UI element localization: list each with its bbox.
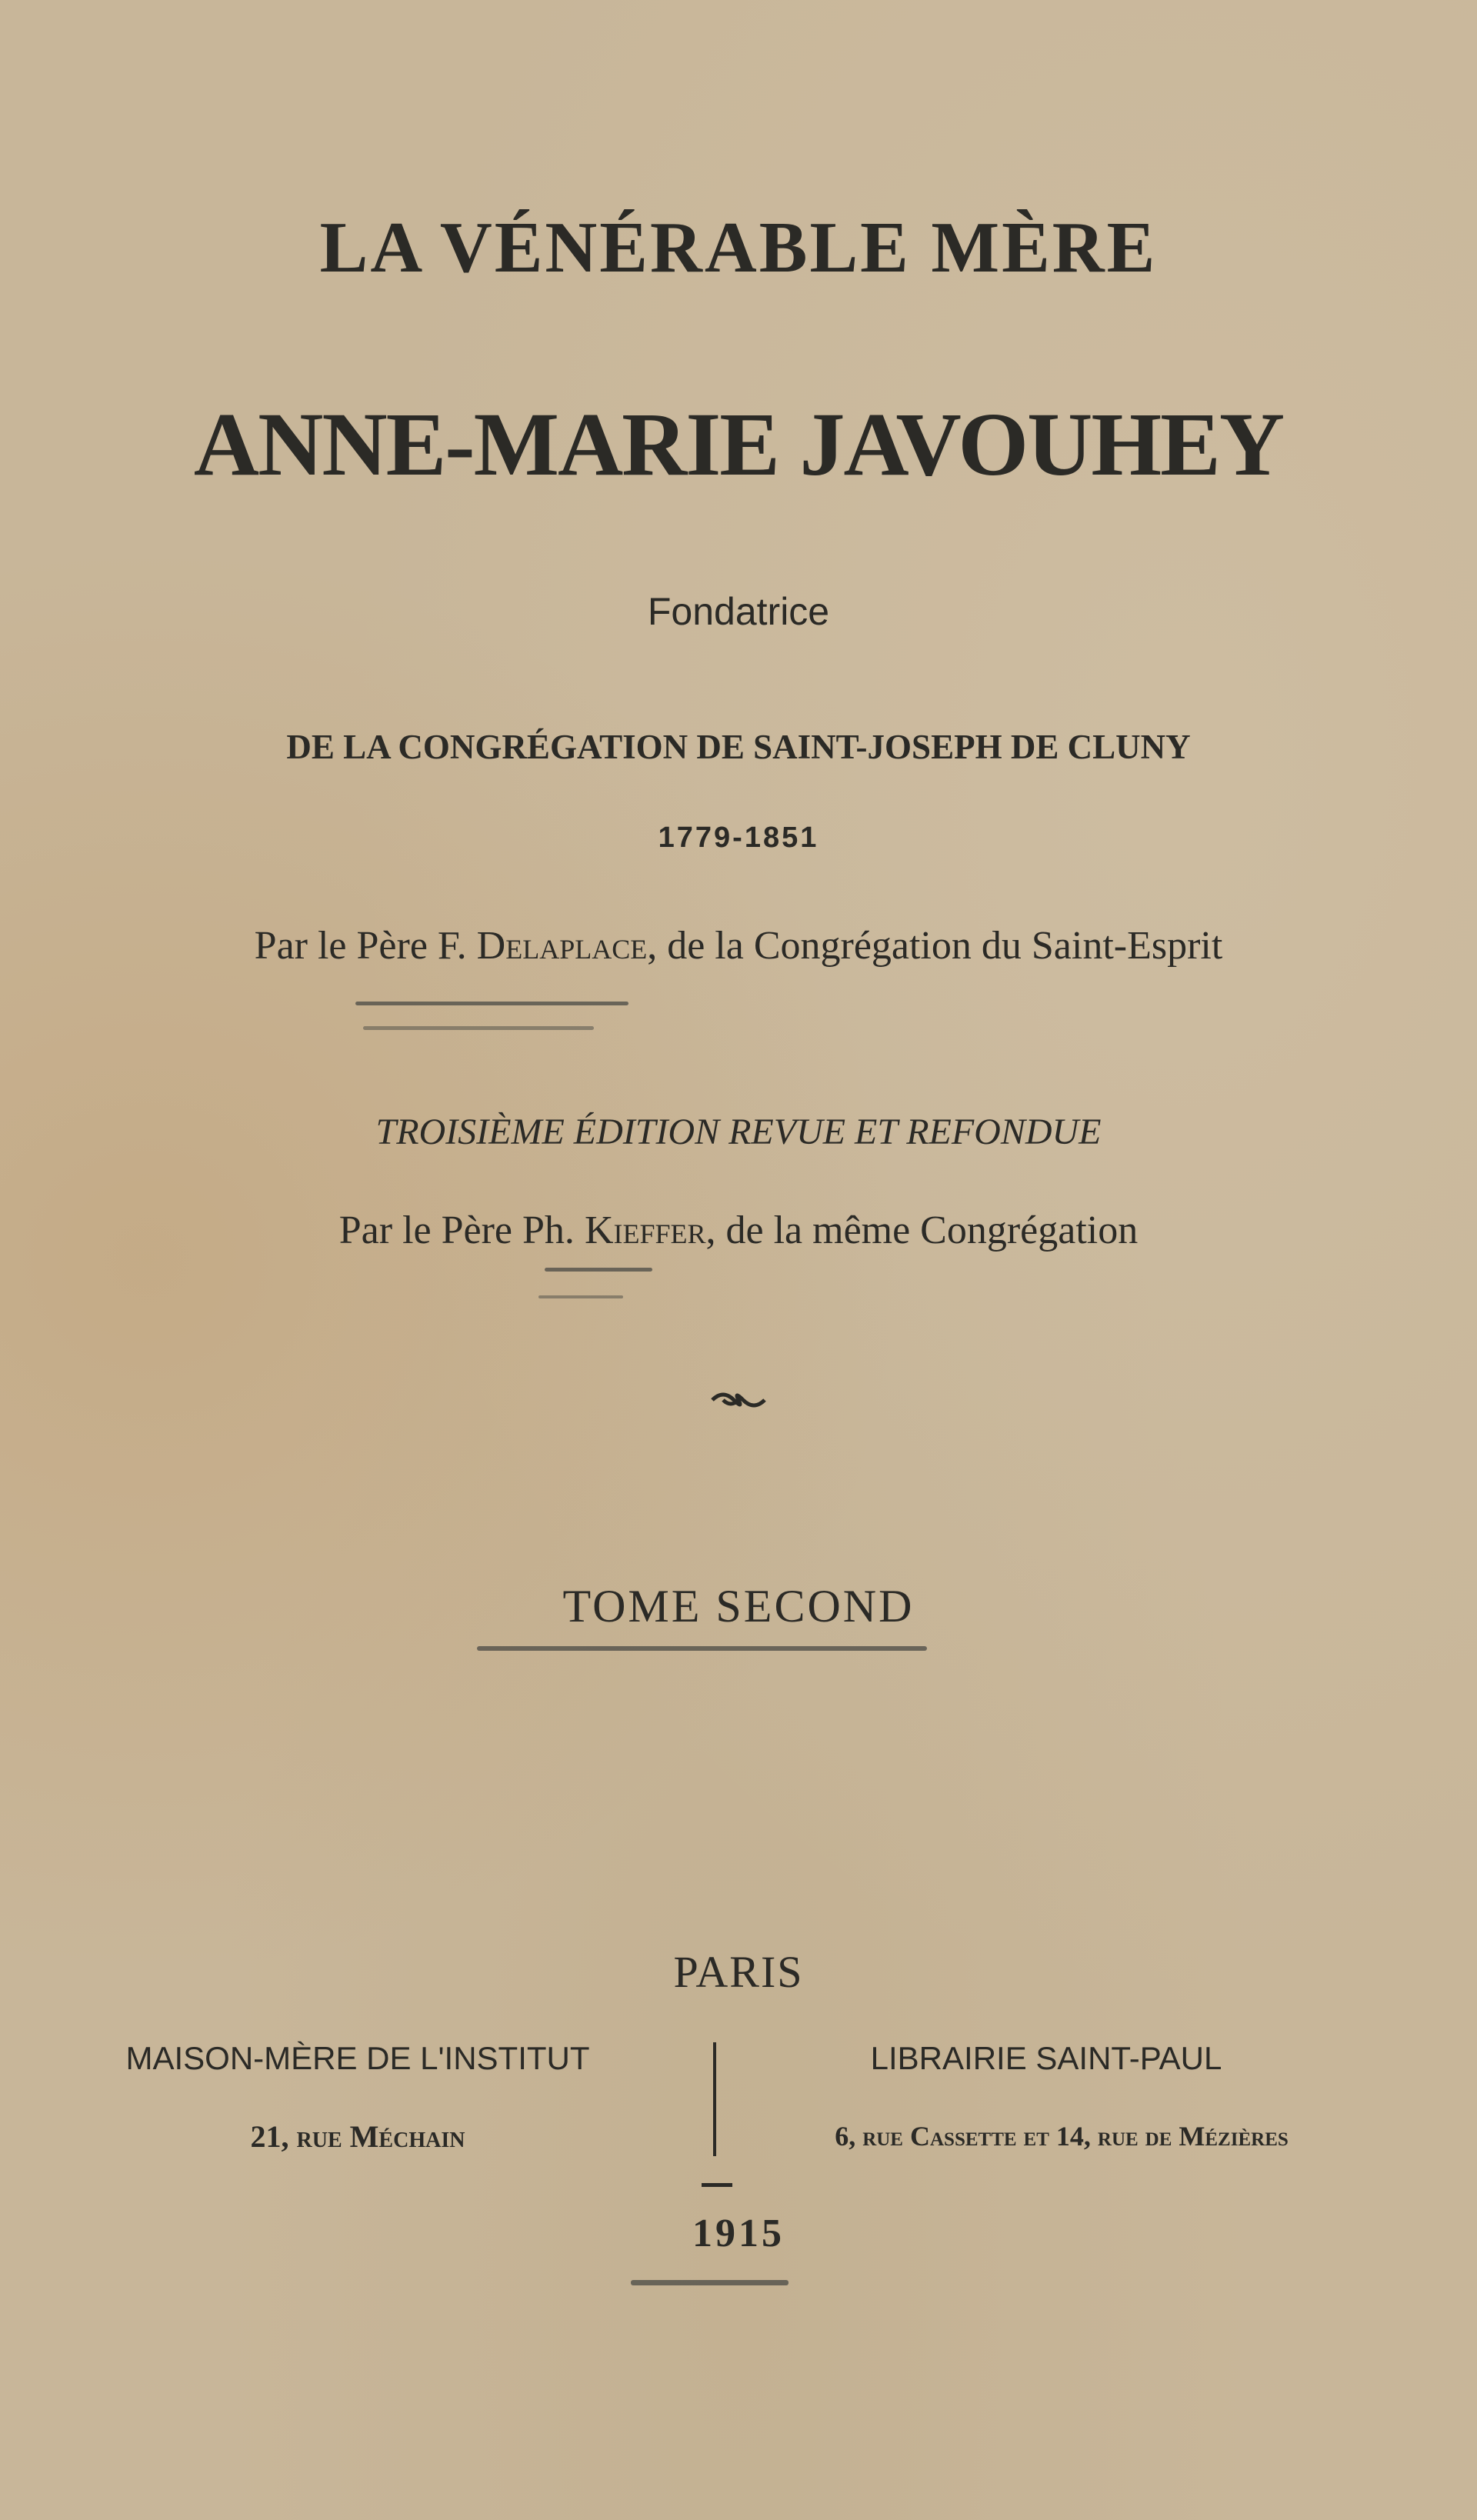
title-line-2 — [0, 392, 1477, 497]
subtitle-role: Fondatrice — [647, 590, 830, 633]
author-suffix: , de la Congrégation du Saint-Esprit — [647, 924, 1223, 968]
publisher-2-address — [723, 2120, 1400, 2152]
dates: 1779-1851 — [658, 822, 819, 854]
separator-dash — [702, 2183, 732, 2187]
publisher-1-address-text: 21, rue Méchain — [250, 2119, 465, 2154]
ornament-fleuron-icon — [0, 1385, 1477, 1423]
author-prefix: Par le Père F. — [254, 924, 477, 968]
publisher-2-address-text: 6, rue Cassette et 14, rue de Mézières — [835, 2121, 1289, 2152]
author-line — [0, 923, 1477, 968]
reviser-prefix: Par le Père Ph. — [338, 1208, 585, 1252]
pencil-underline — [538, 1295, 623, 1298]
publisher-2-name-text: LIBRAIRIE SAINT-PAUL — [870, 2040, 1222, 2076]
title-line-2-text: ANNE-MARIE JAVOUHEY — [193, 394, 1284, 495]
title-line-1 — [0, 206, 1477, 289]
city: PARIS — [673, 1947, 804, 1997]
congregation-line — [0, 727, 1477, 767]
year: 1915 — [692, 2212, 785, 2255]
pencil-underline — [355, 1002, 628, 1005]
author-name: Delaplace — [476, 924, 648, 968]
pencil-underline — [545, 1268, 652, 1272]
pencil-underline — [631, 2280, 789, 2285]
edition-line — [0, 1111, 1477, 1153]
reviser-suffix: , de la même Congrégation — [705, 1208, 1139, 1252]
congregation-text: DE LA CONGRÉGATION DE SAINT-JOSEPH DE CLUNY — [286, 728, 1191, 766]
pencil-underline — [477, 1646, 927, 1651]
publisher-1-address — [0, 2118, 715, 2155]
volume: TOME SECOND — [562, 1581, 915, 1632]
pencil-underline — [363, 1026, 594, 1030]
edition-text: TROISIÈME ÉDITION REVUE ET REFONDUE — [375, 1112, 1102, 1152]
publisher-1-name-text: MAISON-MÈRE DE L'INSTITUT — [125, 2040, 590, 2076]
reviser-name: Kieffer — [584, 1208, 706, 1252]
publisher-1-name — [0, 2040, 715, 2077]
title-line-1-text: LA VÉNÉRABLE MÈRE — [319, 208, 1158, 288]
reviser-line — [0, 1208, 1477, 1253]
publisher-2-name — [715, 2040, 1377, 2077]
